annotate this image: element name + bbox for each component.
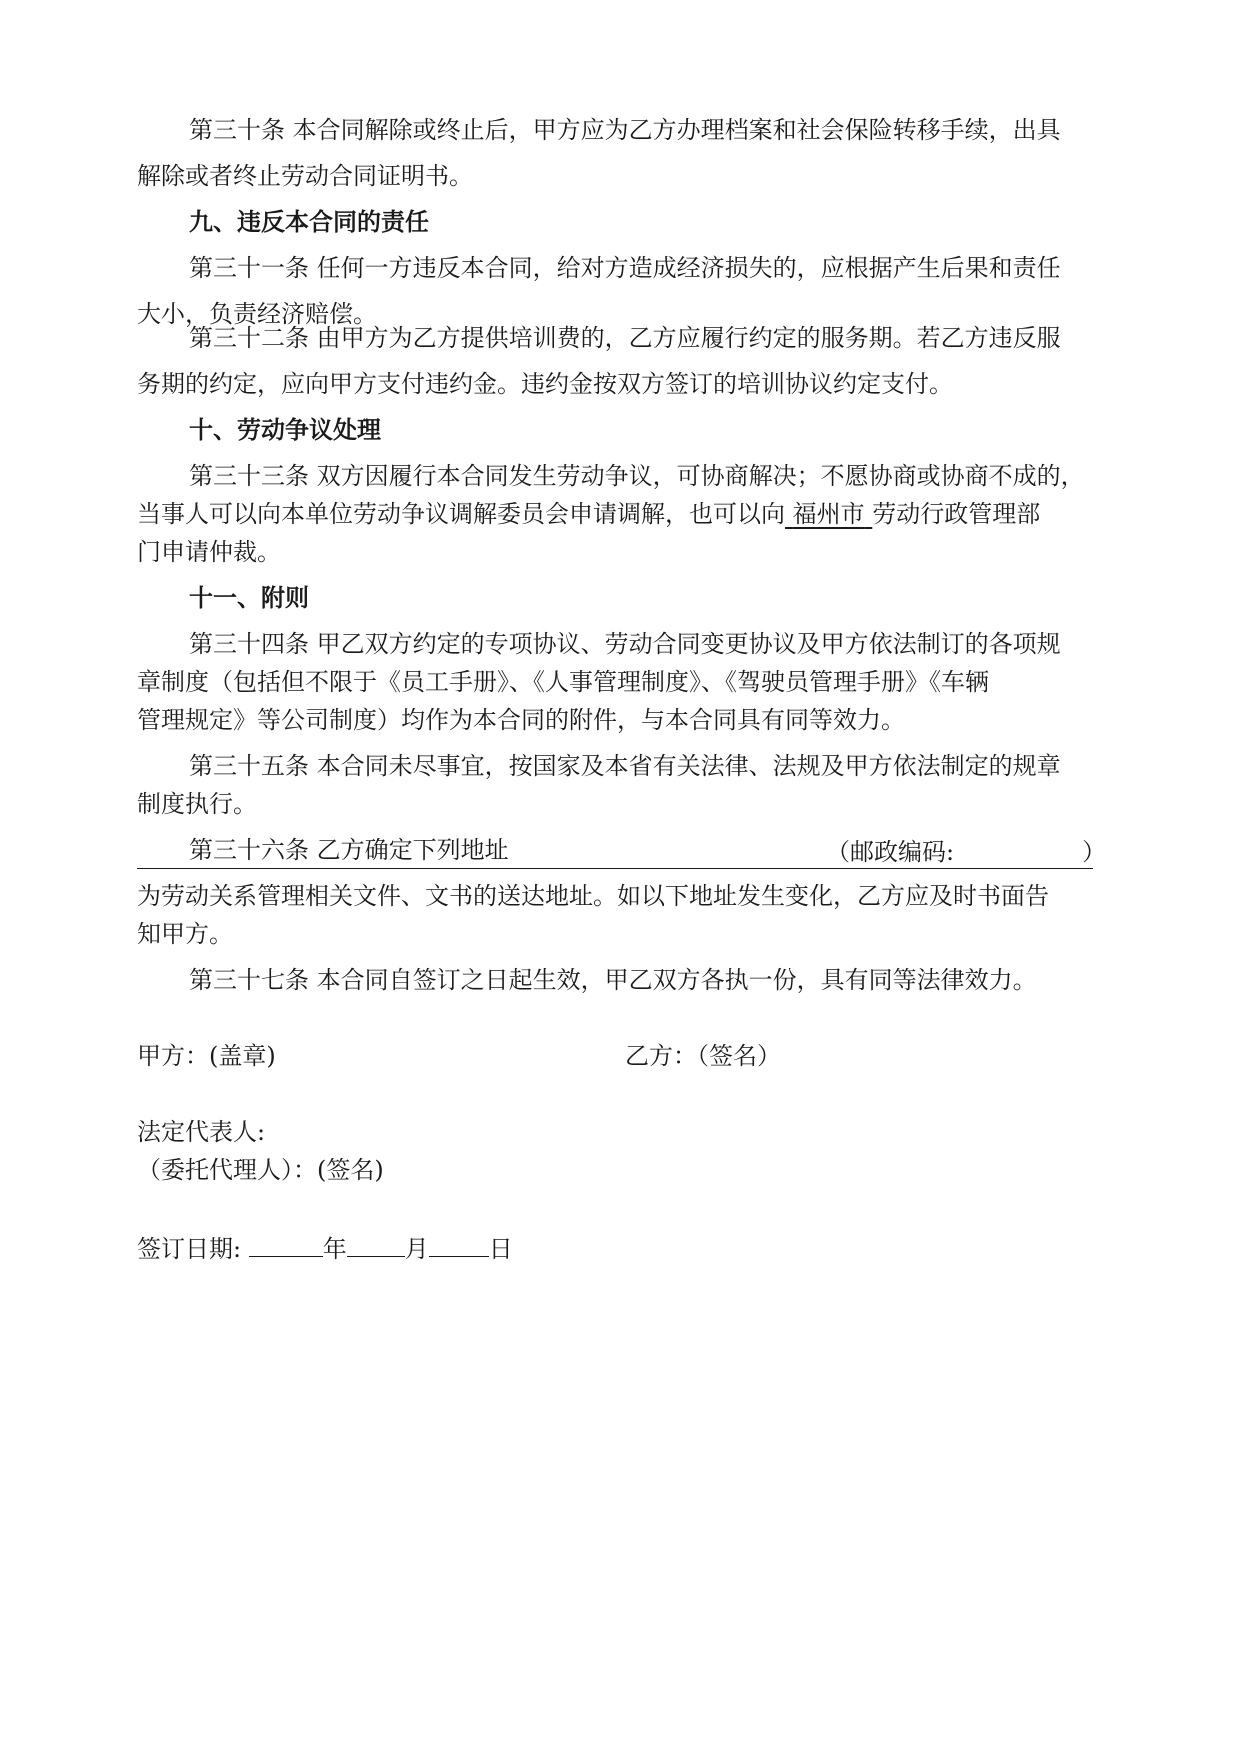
article-30-line-1: 第三十条 本合同解除或终止后，甲方应为乙方办理档案和社会保险转移手续，出具 (189, 116, 1061, 144)
article-37-line-1: 第三十七条 本合同自签订之日起生效，甲乙双方各执一份，具有同等法律效力。 (189, 966, 1037, 994)
party-a-seal: 甲方：(盖章) (137, 1042, 276, 1070)
legal-representative-label: 法定代表人: (137, 1118, 266, 1146)
article-33-line-3: 门申请仲裁。 (137, 538, 281, 566)
day-blank (429, 1232, 489, 1257)
section-10-heading: 十、劳动争议处理 (189, 415, 381, 444)
article-32-line-2: 务期的约定，应向甲方支付违约金。违约金按双方签订的培训协议约定支付。 (137, 370, 953, 398)
section-11-heading: 十一、附则 (189, 583, 309, 612)
article-31-line-2: 大小，负责经济赔偿。 (137, 300, 377, 328)
article-34-line-1: 第三十四条 甲乙双方约定的专项协议、劳动合同变更协议及甲方依法制订的各项规 (189, 630, 1061, 658)
article-34-line-2: 章制度（包括但不限于《员工手册》、《人事管理制度》、《驾驶员管理手册》《车辆 (137, 668, 989, 696)
postcode-field: （邮政编码: ） (826, 838, 1107, 866)
article-33-line-1: 第三十三条 双方因履行本合同发生劳动争议，可协商解决；不愿协商或协商不成的， (189, 462, 1085, 490)
article-34-line-3: 管理规定》等公司制度）均作为本合同的附件，与本合同具有同等效力。 (137, 706, 905, 734)
article-32-line-1-visible: 第三十二条 由甲方为乙方提供培训费的，乙方应履行约定的服务期。若乙方违反服 (189, 324, 1061, 352)
party-b-signature: 乙方：（签名） (625, 1042, 781, 1070)
article-35-line-1: 第三十五条 本合同未尽事宜，按国家及本省有关法律、法规及甲方依法制定的规章 (189, 752, 1061, 780)
article-35-line-2: 制度执行。 (137, 790, 257, 818)
article-36-line-3: 知甲方。 (137, 920, 233, 948)
signing-date: 签订日期: 年 月 日 (137, 1232, 513, 1265)
article-36-line-2: 为劳动关系管理相关文件、文书的送达地址。如以下地址发生变化，乙方应及时书面告 (137, 882, 1049, 910)
year-blank (249, 1232, 323, 1257)
article-30-line-2: 解除或者终止劳动合同证明书。 (137, 162, 473, 190)
month-blank (347, 1232, 405, 1257)
section-9-heading: 九、违反本合同的责任 (189, 207, 429, 236)
article-36-line-1: 第三十六条 乙方确定下列地址 (189, 836, 509, 864)
agent-signature-label: （委托代理人）：(签名) (137, 1156, 384, 1184)
address-blank-line (137, 868, 1093, 869)
article-31-line-1: 第三十一条 任何一方违反本合同，给对方造成经济损失的，应根据产生后果和责任 (189, 254, 1061, 282)
article-33-line-2: 当事人可以向本单位劳动争议调解委员会申请调解，也可以向 福州市 劳动行政管理部 (137, 500, 1041, 528)
arbitration-city: 福州市 (792, 500, 865, 528)
